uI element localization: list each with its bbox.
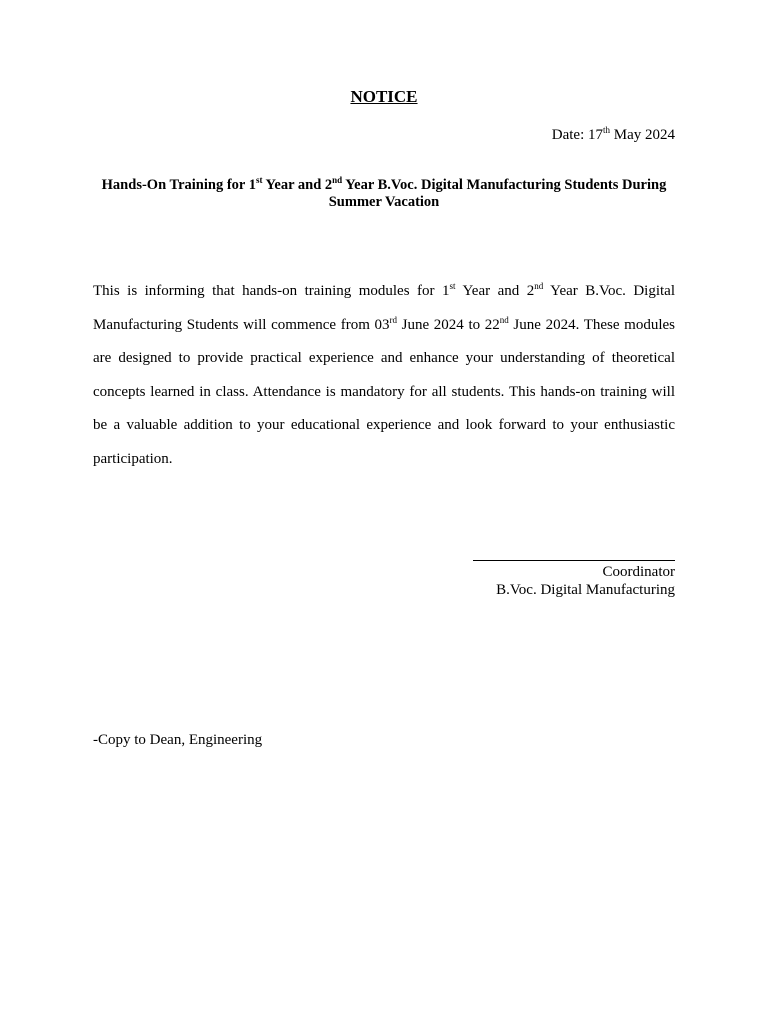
date-ordinal: th [602, 125, 610, 135]
date-suffix: May 2024 [610, 127, 675, 143]
body-ordinal-1: st [449, 281, 456, 291]
subject-ordinal-1: st [255, 175, 263, 186]
body-ordinal-3: rd [389, 314, 398, 325]
notice-date [552, 125, 675, 145]
subject-part-3: Year B.Voc. Digital Manufacturing Students During Summer Vacation [328, 177, 667, 210]
body-ordinal-2: nd [534, 281, 544, 291]
body-part-2: Year and 2 [455, 283, 535, 299]
body-part-3: Year B.Voc. Digital Manufacturing Students will commence from 03 [93, 283, 675, 333]
signature-line [473, 560, 675, 561]
signature-department: B.Voc. Digital Manufacturing [496, 582, 675, 598]
body-part-5: June 2024. These modules are designed to provide practical experience and enhance your understanding of theoretical concepts learned in class. Attendance is mandatory for all students. This hands-on training will be a valuable addition to your educational experience and look forward to your enthusiastic participation. [93, 316, 675, 467]
signature-title: Coordinator [602, 564, 675, 580]
body-part-4: June 2024 to 22 [397, 316, 500, 333]
notice-subject [93, 177, 675, 211]
body-part-1: This is informing that hands-on training modules for 1 [93, 283, 450, 299]
subject-part-2: Year and 2 [262, 177, 333, 193]
subject-part-1: Hands-On Training for 1 [101, 177, 256, 193]
notice-heading: NOTICE [350, 87, 418, 106]
body-ordinal-4: nd [499, 314, 509, 325]
signature-block [473, 548, 675, 599]
copy-to-note: -Copy to Dean, Engineering [93, 732, 263, 748]
date-prefix: Date: 17 [551, 127, 603, 143]
notice-body [93, 275, 675, 477]
subject-ordinal-2: nd [332, 175, 343, 186]
